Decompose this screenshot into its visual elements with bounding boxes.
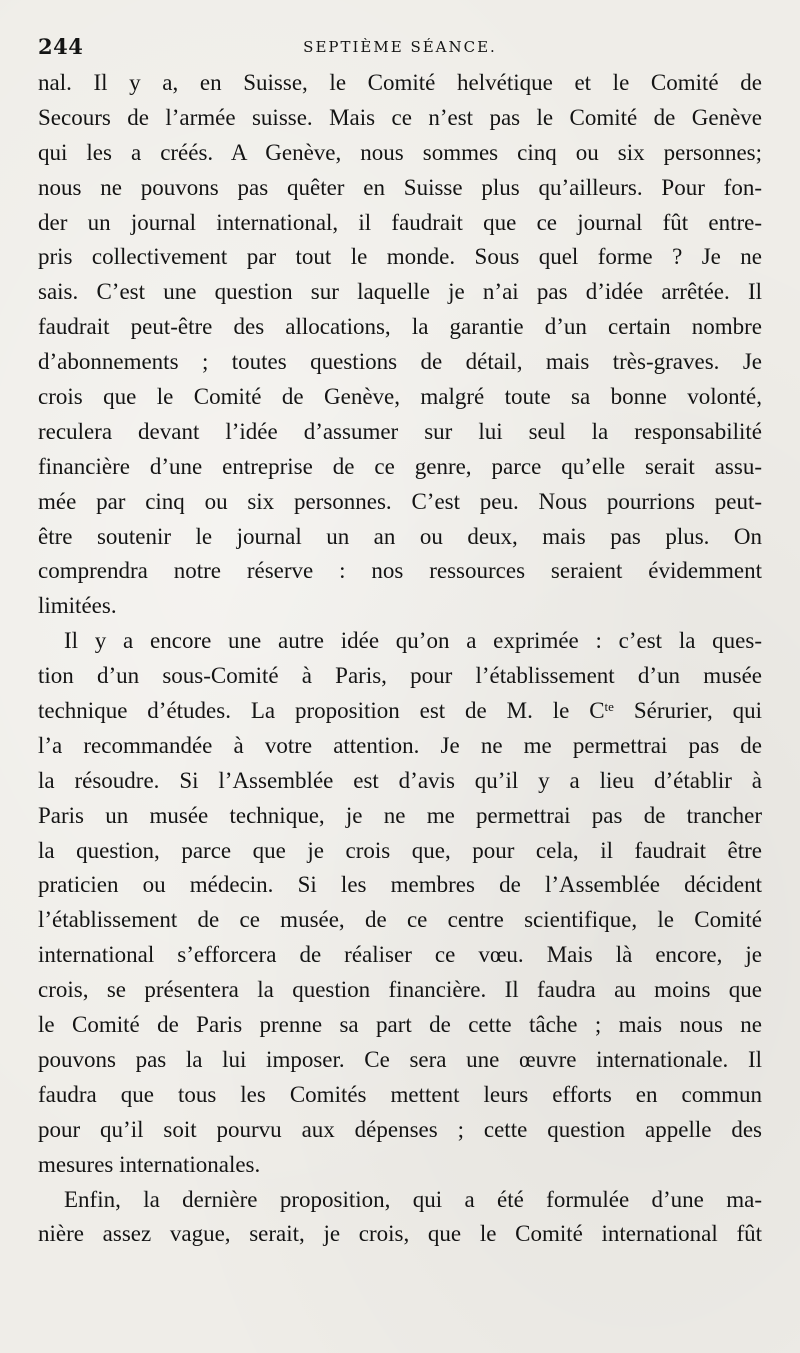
- text-line: pouvons pas la lui imposer. Ce sera une œuvre internationale. Il: [38, 1046, 762, 1072]
- text-line: l’a recommandée à votre attention. Je ne me permettrai pas de: [38, 732, 762, 758]
- running-title: SEPTIÈME SÉANCE.: [303, 38, 497, 56]
- text-line: financière d’une entreprise de ce genre, parce qu’elle serait assu-: [38, 453, 762, 479]
- text-line: comprendra notre réserve : nos ressources seraient évidemment: [38, 558, 762, 584]
- text-line: l’établissement de ce musée, de ce centre scientifique, le Comité: [38, 907, 762, 933]
- text-line: nal. Il y a, en Suisse, le Comité helvétique et le Comité de: [38, 70, 762, 95]
- text-line: nière assez vague, serait, je crois, que le Comité international fût: [38, 1221, 762, 1247]
- text-line: être soutenir le journal un an ou deux, mais pas plus. On: [38, 523, 762, 549]
- text-line: Paris un musée technique, je ne me permettrai pas de trancher: [38, 802, 762, 828]
- text-line: limitées.: [38, 593, 117, 619]
- text-line: nous ne pouvons pas quêter en Suisse plus qu’ailleurs. Pour fon-: [38, 174, 762, 200]
- text-line: praticien ou médecin. Si les membres de l’Assemblée décident: [38, 872, 762, 898]
- text-line: crois que le Comité de Genève, malgré toute sa bonne volonté,: [38, 384, 762, 410]
- text-line: crois, se présentera la question financière. Il faudra au moins que: [38, 977, 762, 1003]
- body-text: [38, 66, 762, 1252]
- text-line: Secours de l’armée suisse. Mais ce n’est pas le Comité de Genève: [38, 104, 762, 130]
- text-line: Il y a encore une autre idée qu’on a exprimée : c’est la ques-: [64, 628, 762, 654]
- text-line: mée par cinq ou six personnes. C’est peu. Nous pourrions peut-: [38, 488, 762, 514]
- text-line: le Comité de Paris prenne sa part de cette tâche ; mais nous ne: [38, 1012, 762, 1038]
- superscript-abbreviation: te: [604, 698, 614, 714]
- text-line: sais. C’est une question sur laquelle je n’ai pas d’idée arrêtée. Il: [38, 279, 762, 305]
- text-line: faudrait peut-être des allocations, la garantie d’un certain nombre: [38, 314, 762, 340]
- text-fragment: Sérurier, qui: [613, 698, 762, 724]
- text-line: pour qu’il soit pourvu aux dépenses ; cette question appelle des: [38, 1116, 762, 1142]
- text-line: pris collectivement par tout le monde. Sous quel forme ? Je ne: [38, 244, 762, 270]
- text-line: Enfin, la dernière proposition, qui a été formulée d’une ma-: [64, 1186, 762, 1212]
- page-header: [38, 30, 762, 60]
- text-line: international s’efforcera de réaliser ce vœu. Mais là encore, je: [38, 942, 762, 968]
- text-line: mesures internationales.: [38, 1151, 261, 1177]
- text-line: la question, parce que je crois que, pour cela, il faudrait être: [38, 837, 762, 863]
- text-line: la résoudre. Si l’Assemblée est d’avis qu’il y a lieu d’établir à: [38, 767, 762, 793]
- text-line: tion d’un sous-Comité à Paris, pour l’établissement d’un musée: [38, 663, 762, 689]
- text-line: d’abonnements ; toutes questions de détail, mais très-graves. Je: [38, 349, 762, 375]
- text-line: [38, 694, 762, 729]
- text-line: reculera devant l’idée d’assumer sur lui seul la responsabilité: [38, 418, 762, 444]
- page-number: 244: [38, 34, 84, 59]
- text-fragment: technique d’études. La proposition est de M. le C: [38, 698, 605, 724]
- text-line: faudra que tous les Comités mettent leurs efforts en commun: [38, 1081, 762, 1107]
- text-line: der un journal international, il faudrait que ce journal fût entre-: [38, 209, 762, 235]
- text-line: qui les a créés. A Genève, nous sommes cinq ou six personnes;: [38, 139, 762, 165]
